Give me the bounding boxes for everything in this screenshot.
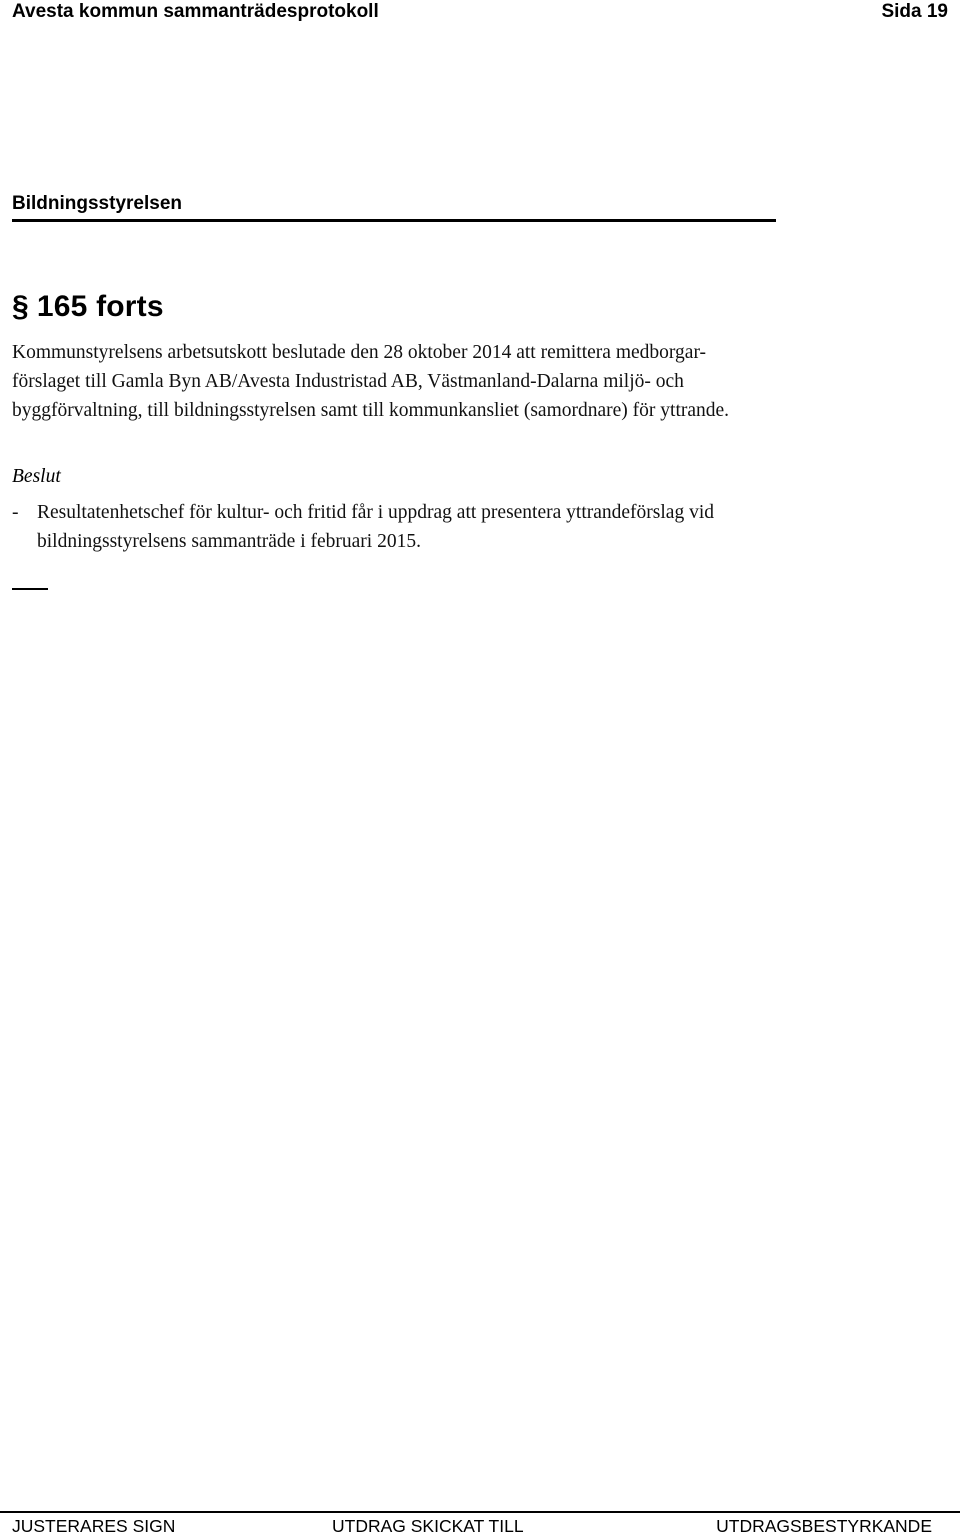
- decision-item: [12, 498, 912, 556]
- decision-line: Resultatenhetschef för kultur- och fritid får i uppdrag att presentera yttrandeförslag vid: [37, 502, 714, 523]
- paragraph-heading: [12, 290, 164, 324]
- decision-bullet: -: [12, 502, 19, 523]
- decision-line: bildningsstyrelsens sammanträde i februari 2015.: [37, 531, 421, 552]
- section-underline: [12, 219, 776, 222]
- paragraph-symbol: §: [12, 290, 29, 323]
- paragraph-body: [12, 338, 912, 425]
- footer-sent-label: UTDRAG SKICKAT TILL: [332, 1516, 524, 1536]
- decision-label: Beslut: [12, 466, 61, 487]
- end-marker-rule: [12, 588, 48, 590]
- decision-text: [37, 498, 912, 556]
- footer-signature-label: JUSTERARES SIGN: [12, 1516, 176, 1536]
- page-footer: [12, 1516, 932, 1536]
- page-number: Sida 19: [881, 1, 948, 22]
- footer-certification-label: UTDRAGSBESTYRKANDE: [716, 1516, 932, 1536]
- footer-rule: [0, 1511, 960, 1513]
- body-line: byggförvaltning, till bildningsstyrelsen samt till kommunkansliet (samordnare) för yttrande.: [12, 400, 730, 421]
- page-header: [12, 0, 948, 26]
- document-title: Avesta kommun sammanträdesprotokoll: [12, 1, 379, 22]
- paragraph-number: 165 forts: [36, 290, 164, 323]
- body-line: Kommunstyrelsens arbetsutskott beslutade den 28 oktober 2014 att remittera medborgar-: [12, 342, 707, 363]
- body-line: förslaget till Gamla Byn AB/Avesta Industristad AB, Västmanland-Dalarna miljö- och: [12, 371, 684, 392]
- section-title: Bildningsstyrelsen: [12, 193, 182, 214]
